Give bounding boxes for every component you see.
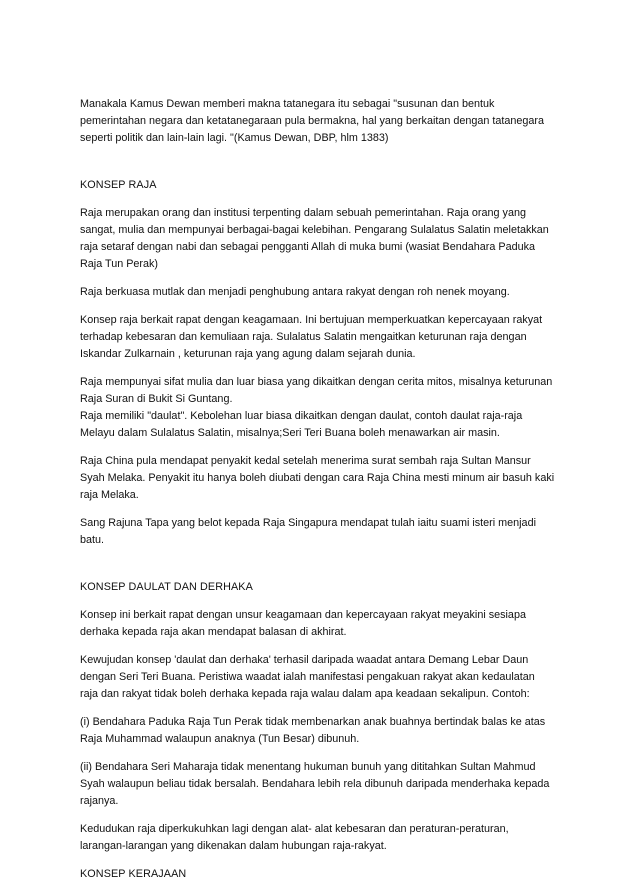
spacer [80, 442, 555, 453]
spacer [80, 855, 555, 866]
raja-paragraph-4b: Raja memiliki "daulat". Kebolehan luar biasa dikaitkan dengan daulat, contoh daulat raja-raja Melayu dalam Sulalatus Salatin, misalnya;Seri Teri Buana boleh menawarkan air masin. [80, 410, 523, 439]
section-spacer [80, 549, 555, 579]
spacer [80, 301, 555, 312]
heading-konsep-daulat-derhaka: KONSEP DAULAT DAN DERHAKA [80, 581, 253, 593]
daulat-paragraph-3: (i) Bendahara Paduka Raja Tun Perak tidak membenarkan anak buahnya bertindak balas ke atas Raja Muhammad walaupun anaknya (Tun Besar) dibunuh. [80, 716, 546, 745]
section-spacer [80, 147, 555, 177]
raja-paragraph-2: Raja berkuasa mutlak dan menjadi penghubung antara rakyat dengan roh nenek moyang. [80, 286, 510, 298]
raja-paragraph-3: Konsep raja berkait rapat dengan keagamaan. Ini bertujuan memperkuatkan kepercayaan rakyat terhadap kebesaran dan kemuliaan raja. Sulalatus Salatin mengaitkan keturunan raja dengan Iskandar Zulkarnain , keturunan raja yang agung dalam sejarah dunia. [80, 314, 543, 360]
daulat-paragraph-2: Kewujudan konsep 'daulat dan derhaka' terhasil daripada waadat antara Demang Lebar Daun dengan Seri Teri Buana. Peristiwa waadat ialah manifestasi pengakuan rakyat akan kedaulatan raja dan rakyat tidak boleh derhaka kepada raja walau dalam apa keadaan sekalipun. Contoh: [80, 654, 535, 700]
intro-paragraph: Manakala Kamus Dewan memberi makna tatanegara itu sebagai "susunan dan bentuk pemerintahan negara dan ketatanegaraan pula bermakna, hal yang berkaitan dengan tatanegara seperti politik dan lain-lain lagi. "(Kamus Dewan, DBP, hlm 1383) [80, 98, 545, 144]
spacer [80, 504, 555, 515]
raja-paragraph-1: Raja merupakan orang dan institusi terpenting dalam sebuah pemerintahan. Raja orang yang sangat, mulia dan mempunyai berbagai-bagai kelebihan. Pengarang Sulalatus Salatin meletakkan raja setaraf dengan nabi dan sebagai pengganti Allah di muka bumi (wasiat Bendahara Paduka Raja Tun Perak) [80, 207, 549, 270]
spacer [80, 363, 555, 374]
document-page [80, 96, 555, 883]
heading-konsep-raja: KONSEP RAJA [80, 179, 157, 191]
heading-konsep-kerajaan: KONSEP KERAJAAN [80, 868, 187, 880]
spacer [80, 596, 555, 607]
daulat-paragraph-4: (ii) Bendahara Seri Maharaja tidak menentang hukuman bunuh yang dititahkan Sultan Mahmud Syah walaupun beliau tidak bersalah. Bendahara lebih rela dibunuh daripada menderhaka kepada rajanya. [80, 761, 550, 807]
spacer [80, 194, 555, 205]
daulat-paragraph-1: Konsep ini berkait rapat dengan unsur keagamaan dan kepercayaan rakyat meyakini sesiapa derhaka kepada raja akan mendapat balasan di akhirat. [80, 609, 526, 638]
spacer [80, 703, 555, 714]
spacer [80, 748, 555, 759]
raja-paragraph-4a: Raja mempunyai sifat mulia dan luar biasa yang dikaitkan dengan cerita mitos, misalnya keturunan Raja Suran di Bukit Si Guntang. [80, 376, 553, 405]
raja-paragraph-6: Sang Rajuna Tapa yang belot kepada Raja Singapura mendapat tulah iaitu suami isteri menjadi batu. [80, 517, 536, 546]
spacer [80, 810, 555, 821]
spacer [80, 641, 555, 652]
daulat-paragraph-5: Kedudukan raja diperkukuhkan lagi dengan alat- alat kebesaran dan peraturan-peraturan, larangan-larangan yang dikenakan dalam hubungan raja-rakyat. [80, 823, 509, 852]
raja-paragraph-5: Raja China pula mendapat penyakit kedal setelah menerima surat sembah raja Sultan Mansur Syah Melaka. Penyakit itu hanya boleh diubati dengan cara Raja China mesti minum air basuh kaki raja Melaka. [80, 455, 555, 501]
spacer [80, 273, 555, 284]
